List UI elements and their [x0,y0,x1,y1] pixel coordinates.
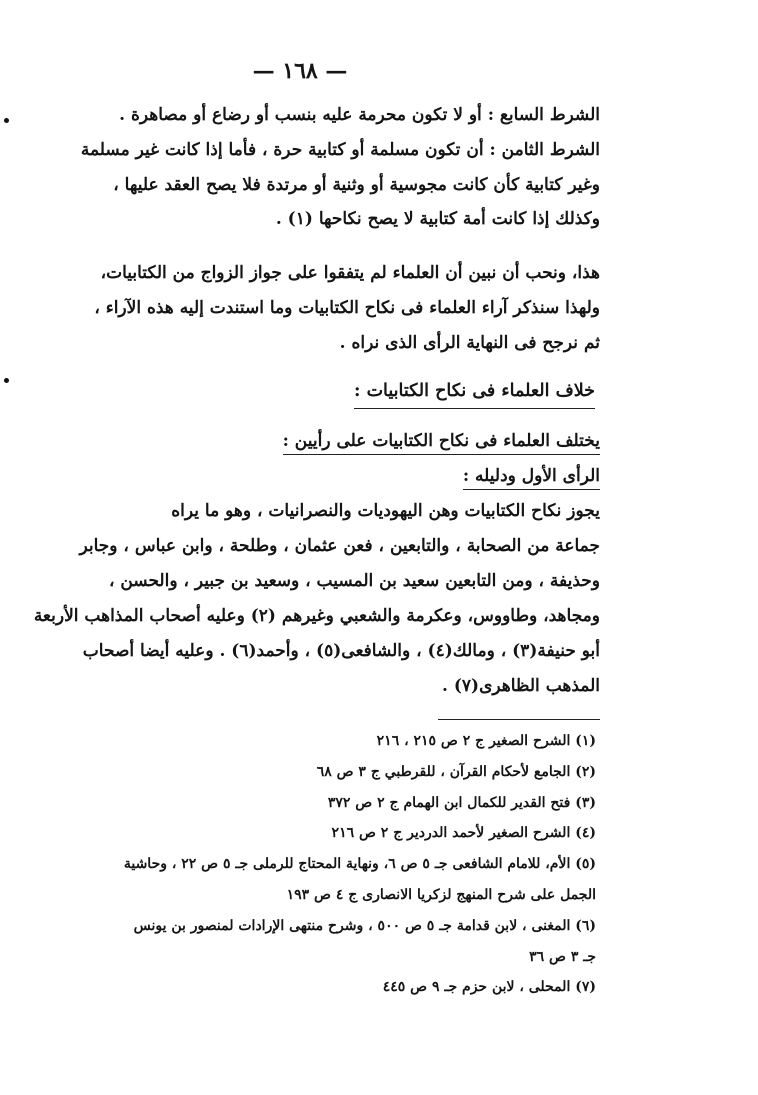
subheading: يختلف العلماء فى نكاح الكتابيات على رأيين : [283,428,600,455]
page-number: — ١٦٨ — [252,58,348,84]
text-line [34,459,600,494]
text-line: وحذيفة ، ومن التابعين سعيد بن المسيب ، وسعيد بن جبير ، والحسن ، [108,571,600,591]
text-line: وكذلك إذا كانت أمة كتابية لا يصح نكاحها (١) . [275,209,600,230]
subheading: الرأى الأول ودليله : [463,463,600,490]
text-line: المذهب الظاهرى(٧) . [442,676,600,696]
text-line: يجوز نكاح الكتابيات وهن اليهوديات والنصرانيات ، وهو ما يراه [171,501,600,521]
footnote-line: جـ ٣ ص ٣٦ [529,948,596,965]
margin-dot [4,118,9,123]
section-heading: خلاف العلماء فى نكاح الكتابيات : [354,376,595,409]
text-line: أبو حنيفة(٣) ، ومالك(٤) ، والشافعى(٥) ، وأحمد(٦) . وعليه أيضا أصحاب [82,641,600,661]
text-line: الشرط السابع : أو لا تكون محرمة عليه بنسب أو رضاع أو مصاهرة . [119,105,600,125]
footnote-line: الجمل على شرح المنهج لزكريا الانصارى ج ٤ ص ١٩٣ [286,886,596,903]
footnote-line: (١) الشرح الصغير ج ٢ ص ٢١٥ ، ٢١٦ [376,733,596,749]
footnote-line: (٤) الشرح الصغير لأحمد الدردير ج ٢ ص ٢١٦ [331,825,596,842]
footnotes [124,726,596,1003]
text-line [34,424,600,459]
footnote-line: (٦) المغنى ، لابن قدامة جـ ٥ ص ٥٠٠ ، وشرح منتهى الإرادات لمنصور بن يونس [133,917,596,934]
text-line: جماعة من الصحابة ، والتابعين ، فعن عثمان ، وطلحة ، وابن عباس ، وجابر [79,536,600,556]
footnote-line: (٣) فتح القدير للكمال ابن الهمام ج ٢ ص ٣٧٢ [327,794,596,811]
text-line: هذا، ونحب أن نبين أن العلماء لم يتفقوا على جواز الزواج من الكتابيات، [100,263,600,283]
text-line: الشرط الثامن : أن تكون مسلمة أو كتابية حرة ، فأما إذا كانت غير مسلمة [80,139,600,160]
text-line: ثم نرجح فى النهاية الرأى الذى نراه . [339,332,600,353]
footnote-line: (٢) الجامع لأحكام القرآن ، للقرطبي ج ٣ ص ٦٨ [316,763,596,780]
text-line: وغير كتابية كأن كانت مجوسية أو وثنية أو مرتدة فلا يصح العقد عليها ، [113,174,600,195]
footnote-separator [438,719,600,720]
text-line: ولهذا سنذكر آراء العلماء فى نكاح الكتابيات وما استندت إليه هذه الآراء ، [94,297,600,318]
paragraph-conditions [81,98,600,237]
text-line: ومجاهد، وطاووس، وعكرمة والشعبي وغيرهم (٢) وعليه أصحاب المذاهب الأربعة [33,606,600,626]
paragraph-opinions [34,424,600,704]
margin-dot [4,378,9,383]
footnote-line: (٧) المحلى ، لابن حزم جـ ٩ ص ٤٤٥ [382,979,596,996]
paragraph-intro [94,256,600,360]
footnote-line: (٥) الأم، للامام الشافعى جـ ٥ ص ٦، ونهاية المحتاج للرملى جـ ٥ ص ٢٢ ، وحاشية [123,856,596,873]
